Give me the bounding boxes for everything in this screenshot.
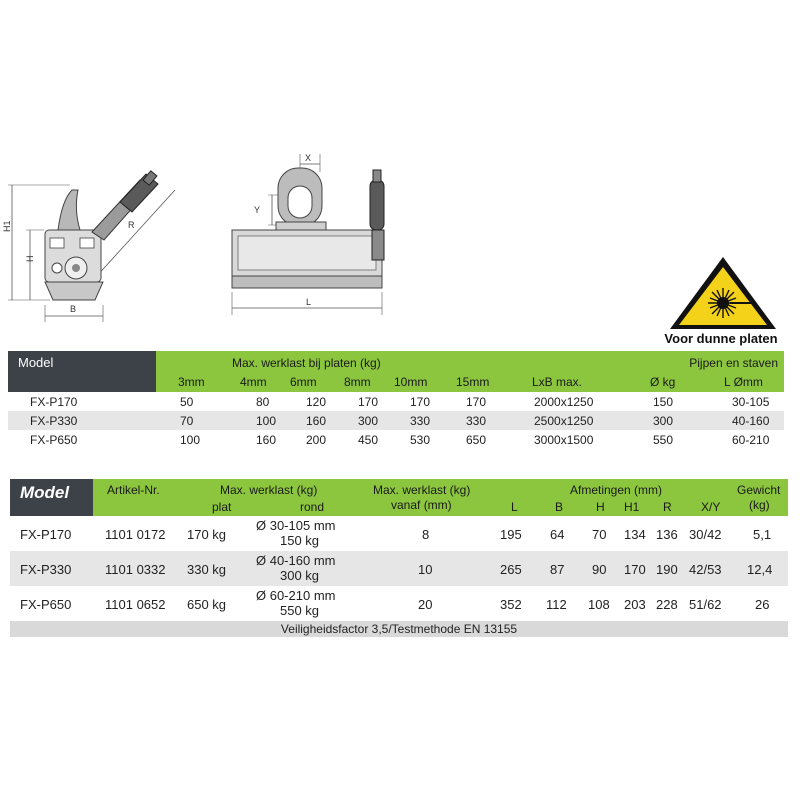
cell-b: 112 [546, 597, 567, 612]
dim-label-x: X [305, 153, 312, 163]
cell: 3000x1500 [534, 433, 594, 447]
cell: 170 [466, 395, 487, 409]
cell-h1: 170 [624, 562, 646, 577]
column-header-b: B [555, 500, 564, 514]
cell: 330 [466, 414, 487, 428]
column-header-model: Model [10, 479, 93, 516]
header-group [156, 351, 784, 392]
group-title: Max. werklast bij platen (kg) [232, 356, 381, 370]
column-header-xy: X/Y [701, 500, 721, 514]
cell-vanaf: 8 [422, 527, 430, 542]
cell-gewicht: 26 [755, 597, 770, 612]
dim-label-b: B [70, 304, 77, 314]
group-title-right: Pijpen en staven [689, 356, 778, 370]
column-header-plat: plat [212, 500, 232, 514]
column-header-l: L [511, 500, 518, 514]
cell-gewicht: 12,4 [747, 562, 773, 577]
cell: 120 [306, 395, 327, 409]
column-header: 15mm [456, 375, 490, 389]
cell-rond-diameter: Ø 60-210 mm [256, 588, 336, 603]
table-row [10, 586, 788, 621]
cell-plat: 330 kg [187, 562, 227, 577]
cell: 30-105 [732, 395, 770, 409]
column-header: 6mm [290, 375, 317, 389]
dim-label-l: L [306, 297, 312, 307]
cell-h1: 134 [624, 527, 646, 542]
cell-model: FX-P650 [30, 433, 78, 447]
cell: 170 [358, 395, 379, 409]
cell: 170 [410, 395, 431, 409]
cell-article: 1101 0652 [105, 597, 166, 612]
column-header-r: R [663, 500, 672, 514]
cell-h: 70 [592, 527, 607, 542]
cell: 160 [306, 414, 327, 428]
column-header-rond: rond [300, 500, 325, 514]
column-header-vanaf-2: vanaf (mm) [391, 498, 452, 512]
cell-l: 352 [500, 597, 522, 612]
cell-h1: 203 [624, 597, 646, 612]
cell-plat: 170 kg [187, 527, 227, 542]
column-header-gewicht-1: Gewicht [737, 483, 781, 497]
cell: 100 [180, 433, 201, 447]
cell-r: 228 [656, 597, 678, 612]
cell-rond-weight: 150 kg [280, 533, 320, 548]
cell: 40-160 [732, 414, 770, 428]
table-row [10, 551, 788, 586]
dim-label-r: R [128, 220, 135, 230]
table-plate-capacity [8, 351, 784, 449]
cell-article: 1101 0172 [105, 527, 166, 542]
column-header-vanaf-1: Max. werklast (kg) [373, 483, 471, 497]
cell: 100 [256, 414, 277, 428]
warning-caption: Voor dunne platen [664, 331, 778, 346]
cell-vanaf: 10 [418, 562, 433, 577]
cell-model: FX-P170 [20, 527, 72, 542]
column-header-gewicht-2: (kg) [749, 498, 770, 512]
table-row [8, 411, 784, 430]
cell-model: FX-P650 [20, 597, 72, 612]
table-specifications [10, 479, 788, 637]
table-header [8, 351, 784, 392]
column-header-afmetingen: Afmetingen (mm) [570, 483, 663, 497]
cell: 300 [653, 414, 674, 428]
cell-b: 87 [550, 562, 565, 577]
front-view-drawing [220, 150, 410, 330]
column-header-h1: H1 [624, 500, 640, 514]
column-header-werklast: Max. werklast (kg) [220, 483, 318, 497]
cell-h: 108 [588, 597, 610, 612]
column-header: 10mm [394, 375, 428, 389]
column-header: L Ømm [724, 375, 763, 389]
cell-article: 1101 0332 [105, 562, 166, 577]
column-header: Ø kg [650, 375, 676, 389]
cell-rond-diameter: Ø 40-160 mm [256, 553, 336, 568]
side-view-drawing [0, 150, 190, 330]
cell-rond-weight: 300 kg [280, 568, 320, 583]
cell: 450 [358, 433, 379, 447]
cell-rond-diameter: Ø 30-105 mm [256, 518, 336, 533]
cell-vanaf: 20 [418, 597, 433, 612]
cell-b: 64 [550, 527, 565, 542]
dim-label-h: H [25, 255, 35, 262]
cell: 2000x1250 [534, 395, 594, 409]
column-header: 4mm [240, 375, 267, 389]
cell: 70 [180, 414, 194, 428]
column-header: 8mm [344, 375, 371, 389]
cell: 160 [256, 433, 277, 447]
cell-gewicht: 5,1 [753, 527, 772, 542]
cell: 50 [180, 395, 194, 409]
column-header: LxB max. [532, 375, 583, 389]
table-row [10, 516, 788, 551]
cell-l: 195 [500, 527, 522, 542]
cell: 60-210 [732, 433, 770, 447]
table-footer: Veiligheidsfactor 3,5/Testmethode EN 13155 [10, 621, 788, 637]
cell-h: 90 [592, 562, 607, 577]
table-row [8, 430, 784, 449]
cell-r: 190 [656, 562, 678, 577]
column-header-model: Model [8, 351, 156, 392]
column-header-article: Artikel-Nr. [107, 483, 160, 497]
cell: 80 [256, 395, 270, 409]
cell-model: FX-P170 [30, 395, 78, 409]
cell-xy: 51/62 [689, 597, 722, 612]
cell-plat: 650 kg [187, 597, 227, 612]
column-header-h: H [596, 500, 605, 514]
table-row [8, 392, 784, 411]
dim-label-h1: H1 [2, 220, 12, 232]
cell: 650 [466, 433, 487, 447]
cell: 550 [653, 433, 674, 447]
column-header: 3mm [178, 375, 205, 389]
laser-warning-icon [668, 255, 778, 331]
cell: 300 [358, 414, 379, 428]
cell: 530 [410, 433, 431, 447]
table-header [10, 479, 788, 516]
cell-xy: 42/53 [689, 562, 722, 577]
cell: 330 [410, 414, 431, 428]
cell: 2500x1250 [534, 414, 594, 428]
header-group [93, 479, 788, 516]
cell-model: FX-P330 [30, 414, 78, 428]
cell-rond-weight: 550 kg [280, 603, 320, 618]
cell-l: 265 [500, 562, 522, 577]
dim-label-y: Y [254, 205, 261, 215]
cell-model: FX-P330 [20, 562, 72, 577]
cell: 200 [306, 433, 327, 447]
cell-xy: 30/42 [689, 527, 722, 542]
cell-r: 136 [656, 527, 678, 542]
cell: 150 [653, 395, 674, 409]
